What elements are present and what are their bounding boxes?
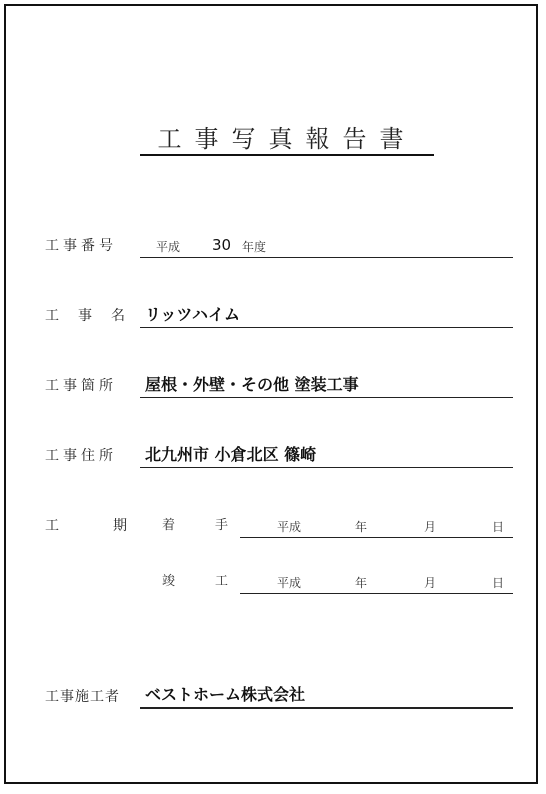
period-start-label: 着手 [162, 518, 269, 533]
period-end-month: 月 [424, 576, 437, 590]
document-title: 工事写真報告書 [157, 125, 417, 153]
construction-location-underline [140, 397, 513, 398]
period-start-era: 平成 [277, 520, 302, 534]
period-end-era: 平成 [277, 576, 302, 590]
period-end-day: 日 [492, 576, 505, 590]
construction-number-era: 平成 [156, 240, 181, 254]
period-end-label: 竣工 [162, 574, 269, 589]
construction-location-value: 屋根・外壁・その他 塗装工事 [145, 375, 359, 394]
contractor-label: 工事施工者 [45, 689, 120, 705]
construction-number-underline [140, 257, 513, 258]
construction-name-label: 工事名 [45, 308, 144, 324]
period-end-underline [240, 593, 513, 594]
period-end-year: 年 [355, 576, 368, 590]
construction-period-label: 工期 [45, 518, 181, 534]
construction-number-year-suffix: 年度 [242, 240, 267, 254]
period-start-day: 日 [492, 520, 505, 534]
title-underline [140, 154, 434, 156]
construction-address-label: 工事住所 [45, 448, 117, 464]
construction-name-value: リッツハイム [145, 305, 241, 324]
construction-name-underline [140, 327, 513, 328]
construction-number-year: 30 [212, 236, 232, 254]
construction-number-label: 工事番号 [45, 238, 117, 254]
construction-address-underline [140, 467, 513, 468]
period-start-underline [240, 537, 513, 538]
construction-address-value: 北九州市 小倉北区 篠崎 [145, 445, 317, 464]
period-start-month: 月 [424, 520, 437, 534]
contractor-underline [140, 707, 513, 709]
contractor-value: ベストホーム株式会社 [145, 685, 306, 704]
construction-location-label: 工事箇所 [45, 378, 117, 394]
period-start-year: 年 [355, 520, 368, 534]
